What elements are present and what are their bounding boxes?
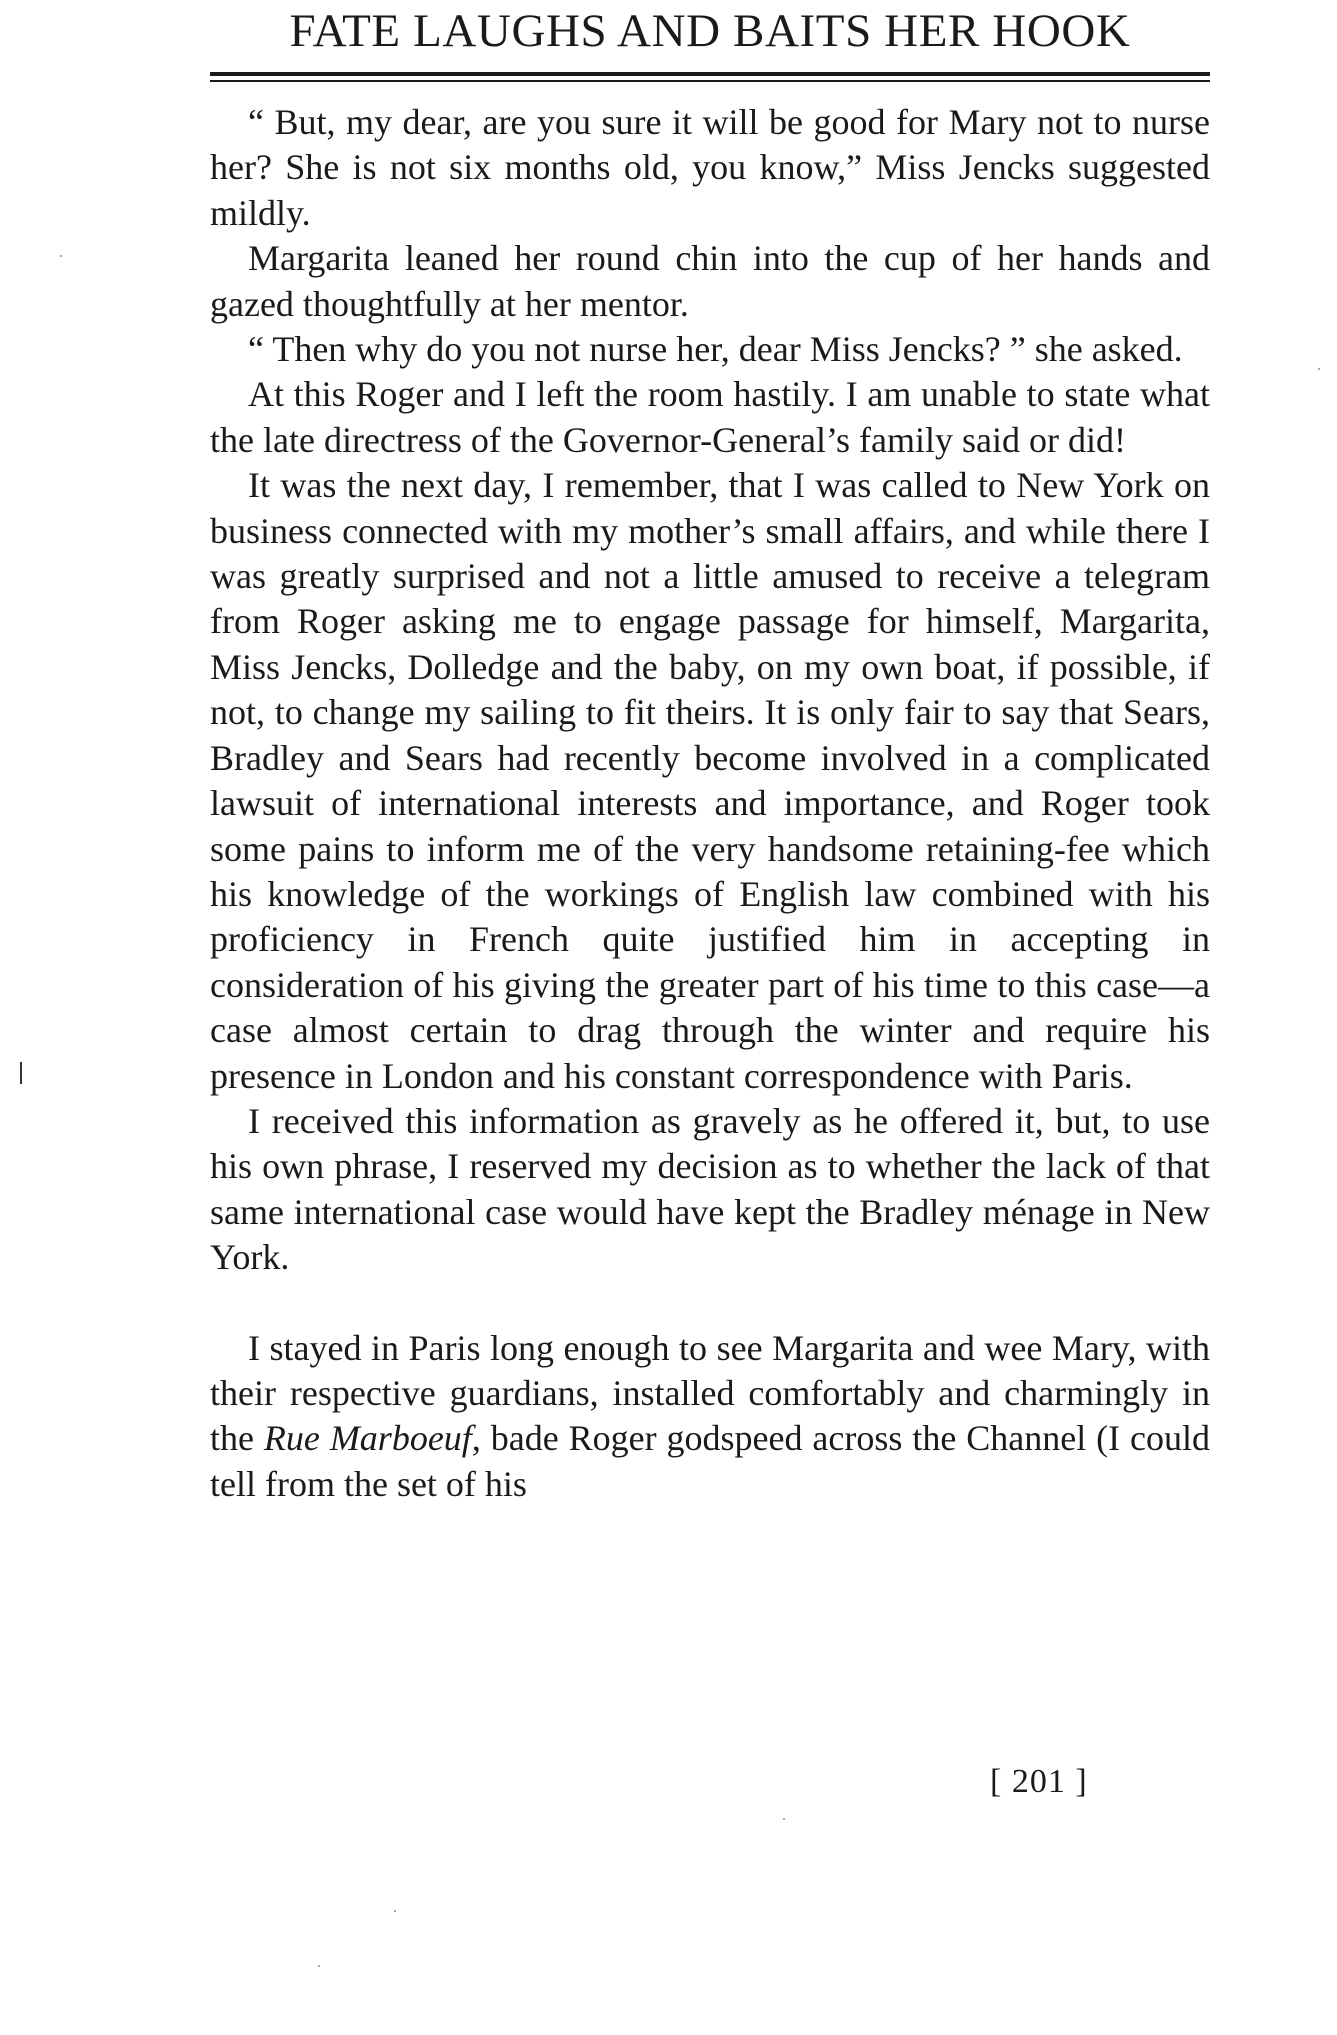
paragraph: “ But, my dear, are you sure it will be good for Mary not to nurse her? She is not six months old, you know,” Miss Jencks suggested mildly. — [210, 102, 1210, 233]
margin-mark — [20, 1062, 22, 1084]
speck — [783, 1818, 785, 1820]
paragraph — [210, 1326, 1210, 1508]
speck — [1318, 368, 1320, 370]
page-number: [ 201 ] — [990, 1763, 1088, 1800]
paragraph: It was the next day, I remember, that I was called to New York on business connected with my mother’s small affairs, and while there I was greatly surprised and not a little amused to receive a telegram from Roger asking me to engage passage for himself, Margarita, Miss Jencks, Dolledge and the baby, on my own boat, if possible, if not, to change my sailing to fit theirs. It is only fair to say that Sears, Bradley and Sears had recently become involved in a complicated lawsuit of international interests and importance, and Roger took some pains to inform me of the very handsome retaining-fee which his knowledge of the workings of English law combined with his proficiency in French quite justified him in accepting in consideration of his giving the greater part of his time to this case—a case almost certain to drag through the winter and require his presence in London and his constant correspondence with Paris. — [210, 465, 1210, 1096]
paragraph: Margarita leaned her round chin into the cup of her hands and gazed thoughtfully at her mentor. — [210, 238, 1210, 324]
speck — [60, 255, 62, 257]
paragraph-text: , bade Roger godspeed across the Channel (I could tell from the set of his — [210, 1418, 1211, 1504]
paragraph: At this Roger and I left the room hastily. I am unable to state what the late directress of the Governor-General’s family said or did! — [210, 374, 1210, 460]
header-rule-thin — [210, 80, 1210, 82]
speck — [318, 1965, 320, 1967]
running-head: FATE LAUGHS AND BAITS HER HOOK — [289, 5, 1131, 57]
paragraph-text: I stayed in Paris long enough to see Margarita and wee Mary, with their respective guardians, installed comfortably and charmingly in the — [210, 1327, 1210, 1459]
speck — [394, 1910, 396, 1912]
book-page — [210, 0, 1210, 1507]
body-text — [210, 100, 1210, 1507]
paragraph: “ Then why do you not nurse her, dear Miss Jencks? ” she asked. — [248, 329, 1183, 370]
header-rule-thick — [210, 72, 1210, 76]
street-name: Rue Marboeuf — [263, 1418, 472, 1459]
paragraph: I received this information as gravely as he offered it, but, to use his own phrase, I reserved my decision as to whether the lack of that same international case would have kept the Bradley ménage in New York. — [210, 1100, 1210, 1278]
